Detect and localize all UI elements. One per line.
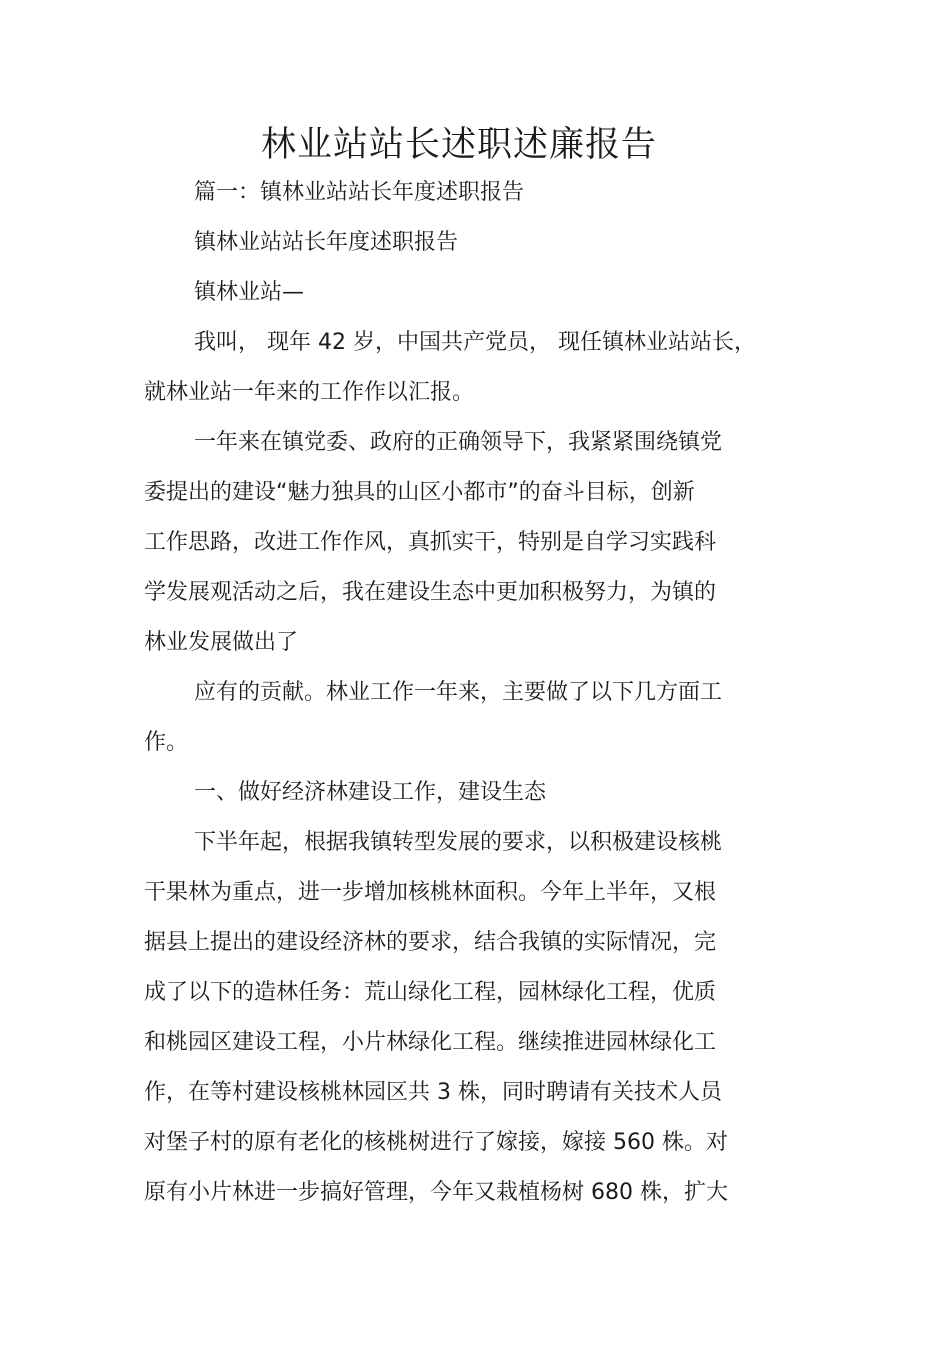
text-line: 篇一：镇林业站站长年度述职报告: [194, 180, 525, 205]
text-line: 镇林业站站长年度述职报告: [194, 230, 459, 255]
text-line: 委提出的建设“魅力独具的山区小都市”的奋斗目标，创新: [144, 480, 695, 505]
text-line: 下半年起，根据我镇转型发展的要求，以积极建设核桃: [194, 830, 723, 855]
text-line: 林业发展做出了: [144, 630, 299, 655]
text-line: 原有小片林进一步搞好管理，今年又栽植杨树 680 株，扩大: [144, 1180, 728, 1205]
document-title: 林业站站长述职述廉报告: [260, 125, 657, 165]
text-line: 镇林业站—: [194, 280, 305, 305]
text-line: 对堡子村的原有老化的核桃树进行了嫁接，嫁接 560 株。对: [144, 1130, 728, 1155]
text-line: 成了以下的造林任务：荒山绿化工程，园林绿化工程，优质: [144, 980, 717, 1005]
text-line: 据县上提出的建设经济林的要求，结合我镇的实际情况，完: [144, 930, 717, 955]
text-line: 我叫， 现年 42 岁，中国共产党员， 现任镇林业站站长，: [194, 330, 756, 355]
text-line: 和桃园区建设工程，小片林绿化工程。继续推进园林绿化工: [144, 1030, 717, 1055]
text-line: 工作思路，改进工作作风，真抓实干，特别是自学习实践科: [144, 530, 717, 555]
text-line: 学发展观活动之后，我在建设生态中更加积极努力，为镇的: [144, 580, 717, 605]
text-line: 作。: [144, 730, 189, 755]
text-line: 应有的贡献。林业工作一年来，主要做了以下几方面工: [194, 680, 723, 705]
text-line: 干果林为重点，进一步增加核桃林面积。今年上半年，又根: [144, 880, 717, 905]
section-heading: 一、做好经济林建设工作，建设生态: [194, 780, 547, 805]
text-line: 一年来在镇党委、政府的正确领导下，我紧紧围绕镇党: [194, 430, 723, 455]
text-line: 就林业站一年来的工作作以汇报。: [144, 380, 475, 405]
text-line: 作，在等村建设核桃林园区共 3 株，同时聘请有关技术人员: [144, 1080, 722, 1105]
